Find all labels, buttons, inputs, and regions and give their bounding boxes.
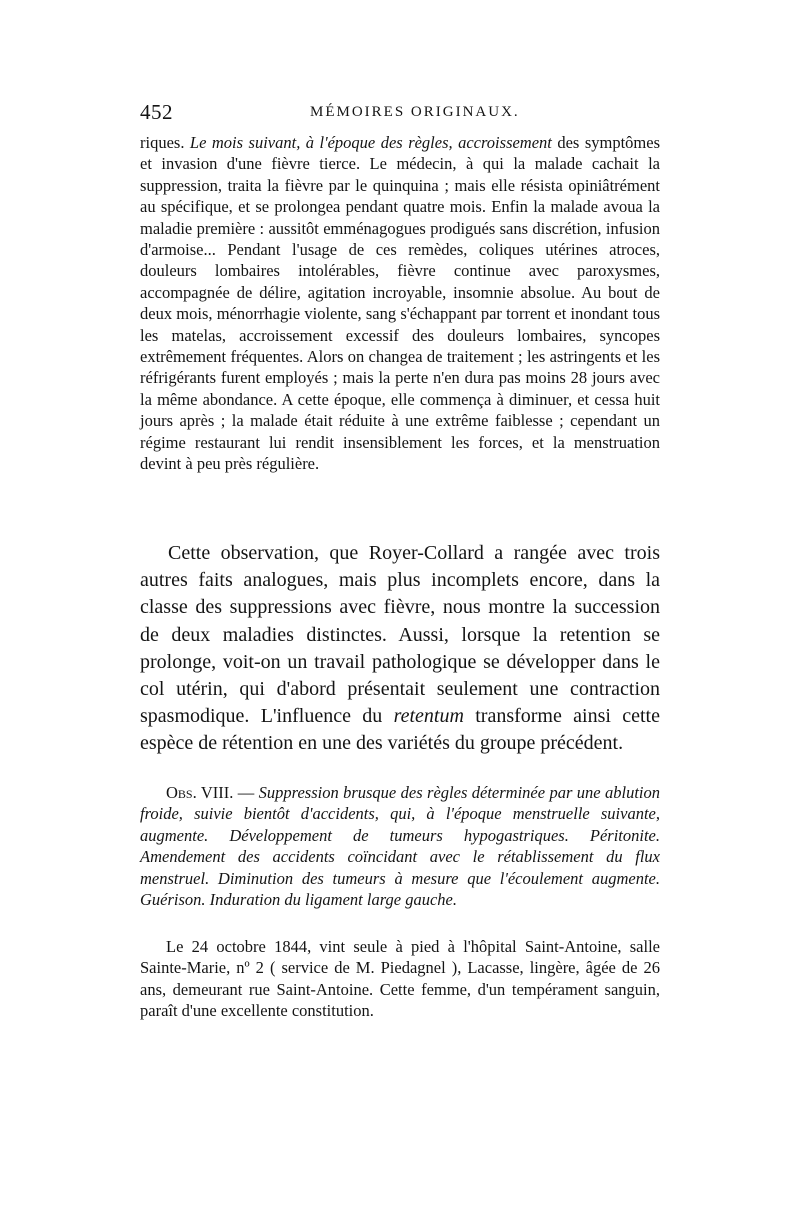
paragraph-text: riques. — [140, 133, 190, 152]
paragraph-text: Le 24 octobre 1844, vint seule à pied à l'hôpital Saint-Antoine, salle Sainte-Marie, nº 2 ( service de M. Piedagnel ), Lacasse, lingère, âgée de 26 ans, demeurant rue Saint-Antoine. Cette femme, d'un tempérament sanguin, paraît d'une excellente constitution. — [140, 937, 660, 1021]
commentary-paragraph — [140, 540, 660, 758]
running-title: MÉMOIRES ORIGINAUX. — [310, 104, 520, 120]
observation-title: Suppression brusque des règles déterminée par une ablution froide, suivie bientôt d'accidents, qui, à l'époque menstruelle suivante, augmente. Développement de tumeurs hypogastriques. Péritonite. Amendement des accidents coïncidant avec le rétablissement du flux menstruel. Diminution des tumeurs à mesure que l'écoulement augmente. Guérison. Induration du ligament large gauche. — [140, 783, 660, 910]
observation-label: Obs. VIII. — [166, 783, 234, 802]
observation-dash: — — [233, 783, 259, 802]
italic-phrase: Le mois suivant, à l'époque des règles, accroissement — [189, 133, 552, 152]
page-number: 452 — [140, 100, 173, 124]
italic-term: retentum — [393, 705, 464, 728]
page-header — [140, 100, 660, 126]
paragraph-text: des symptômes et invasion d'une fièvre tierce. Le médecin, à qui la malade cachait la suppression, traita la fièvre par le quinquina ; mais elle résista opiniâtrément au spécifique, et se prolongea pendant quatre mois. Enfin la malade avoua la maladie première : aussitôt emménagogues prodigués sans discrétion, infusion d'armoise... Pendant l'usage de ces remèdes, coliques utérines atroces, douleurs lombaires intolérables, fièvre continue avec paroxysmes, accompagnée de délire, agitation incroyable, insomnie absolue. Au bout de deux mois, ménorrhagie violente, sang s'échappant par torrent et inondant tous les matelas, accroissement excessif des douleurs lombaires, syncopes extrêmement fréquentes. Alors on changea de traitement ; les astringents et les réfrigérants furent employés ; mais la perte n'en dura pas moins 28 jours avec la même abondance. A cette époque, elle commença à diminuer, et cessa huit jours après ; la malade était réduite à une extrême faiblesse ; cependant un régime restaurant lui rendit insensiblement les forces, et la menstruation devint à peu près régulière. — [140, 133, 660, 474]
case-paragraph — [140, 936, 660, 1022]
paragraph-text: Cette observation, que Royer-Collard a rangée avec trois autres faits analogues, mais plus incomplets encore, dans la classe des suppressions avec fièvre, nous montre la succession de deux maladies distinctes. Aussi, lorsque la retention se prolonge, voit-on un travail pathologique se développer dans le col utérin, qui d'abord présentait seulement une contraction spasmodique. L'influence du — [140, 542, 660, 728]
observation-heading — [140, 782, 660, 910]
case-continuation-paragraph — [140, 132, 660, 475]
paragraph-text: transforme ainsi cette espèce de rétention en une des variétés du groupe précédent. — [140, 705, 660, 755]
